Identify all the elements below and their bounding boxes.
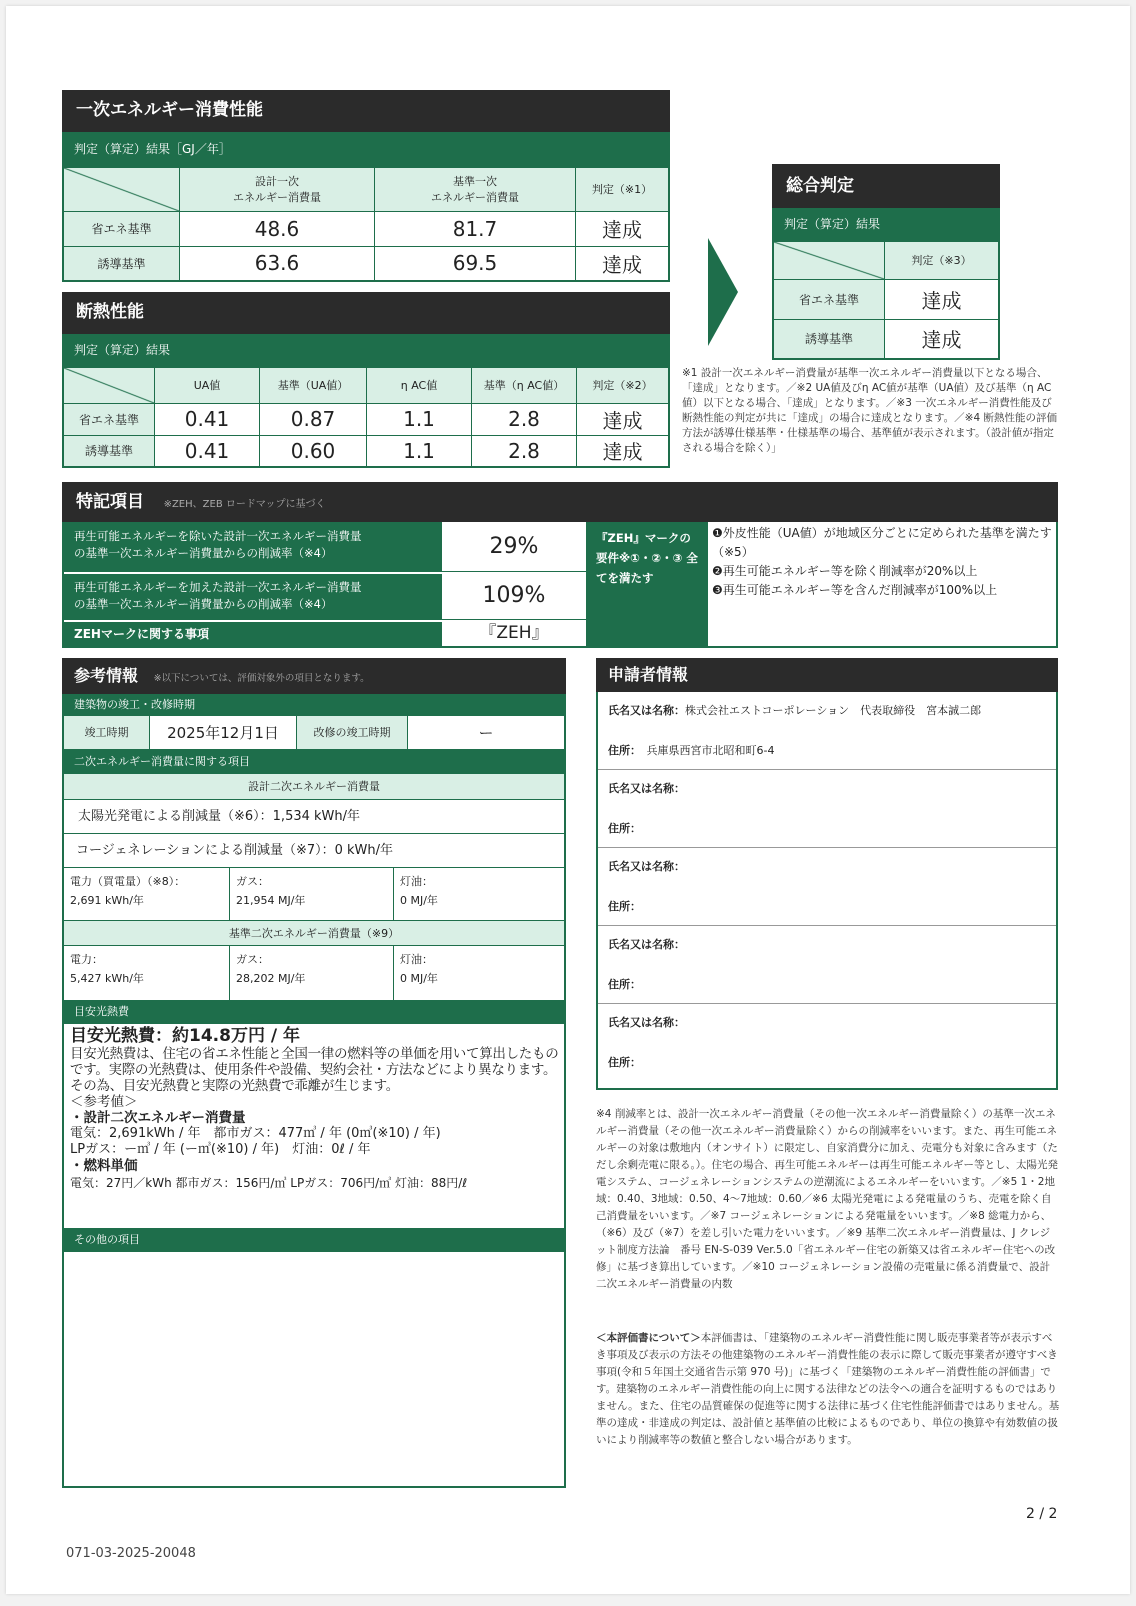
design-kerosene xyxy=(394,868,564,920)
applicant-name-row xyxy=(608,780,685,796)
name-label: 氏名又は名称： xyxy=(608,782,685,795)
solar-reduction: 太陽光発電による削減量（※6）：1,534 kWh/年 xyxy=(64,800,564,834)
cell-value: 0 MJ/年 xyxy=(400,894,438,907)
cost-section xyxy=(70,1026,560,1192)
ref-design-line: 電気：2,691kWh / 年 都市ガス：477㎥ / 年 (0㎥(※10) / 年) xyxy=(70,1126,441,1141)
primary-title: 一次エネルギー消費性能 xyxy=(62,90,670,132)
cost-title: 目安光熱費 xyxy=(64,1000,564,1024)
ref-fuel-heading: ・燃料単価 xyxy=(70,1158,138,1174)
primary-base-value: 69.5 xyxy=(375,246,576,281)
applicant-name: 株式会社エストコーポレーション 代表取締役 宮本誠二郎 xyxy=(685,704,982,717)
address-label: 住所： xyxy=(608,822,641,835)
eta-base-value: 2.8 xyxy=(472,435,577,467)
eta-base-value: 2.8 xyxy=(472,403,577,435)
applicant-entry xyxy=(598,692,1056,770)
applicant-name-row xyxy=(608,936,685,952)
base-electricity xyxy=(64,946,230,1000)
completion-value: 2025年12月1日 xyxy=(150,716,296,750)
page-number: 2 / 2 xyxy=(1026,1506,1058,1522)
applicant-name-row xyxy=(608,1014,685,1030)
cell-label: ガス： xyxy=(236,953,269,966)
applicant-address: 兵庫県西宮市北昭和町6-4 xyxy=(646,744,775,757)
reference-box xyxy=(62,694,566,1488)
primary-header-base: 基準一次 エネルギー消費量 xyxy=(375,167,576,211)
overall-row-label: 省エネ基準 xyxy=(773,279,885,319)
address-label: 住所： xyxy=(608,744,636,757)
special-row-label: ZEHマークに関する事項 xyxy=(64,622,442,646)
cell-value: 2,691 kWh/年 xyxy=(70,894,144,907)
overall-header: 判定（※3） xyxy=(885,241,1000,279)
address-label: 住所： xyxy=(608,1056,641,1069)
zeh-requirement-item: ❸再生可能エネルギー等を含んだ削減率が100%以上 xyxy=(712,583,998,597)
ua-base-value: 0.60 xyxy=(260,435,367,467)
special-row-label: 再生可能エネルギーを除いた設計一次エネルギー消費量 の基準一次エネルギー消費量からの削減率（※4） xyxy=(64,522,442,572)
address-label: 住所： xyxy=(608,978,641,991)
cell-label: 電力（買電量）（※8）： xyxy=(70,875,186,888)
applicant-address-row xyxy=(608,820,641,836)
overall-result: 達成 xyxy=(885,319,1000,359)
cell-label: ガス： xyxy=(236,875,269,888)
eta-value: 1.1 xyxy=(367,435,472,467)
name-label: 氏名又は名称： xyxy=(608,860,685,873)
overall-table xyxy=(772,240,1000,360)
applicant-entry xyxy=(598,848,1056,926)
overall-corner xyxy=(773,241,885,279)
special-row-label: 再生可能エネルギーを加えた設計一次エネルギー消費量 の基準一次エネルギー消費量からの削減率（※4） xyxy=(64,574,442,620)
insulation-header: 判定（※2） xyxy=(577,367,670,403)
applicant-name-row xyxy=(608,858,685,874)
insulation-header: 基準（η AC値） xyxy=(472,367,577,403)
zeh-requirement-item: ❷再生可能エネルギー等を除く削減率が20%以上 xyxy=(712,564,978,578)
special-box xyxy=(62,522,1058,648)
ua-base-value: 0.87 xyxy=(260,403,367,435)
ref-design-line: LPガス：ー㎥ / 年 (ー㎥(※10) / 年) 灯油：0ℓ / 年 xyxy=(70,1142,371,1157)
base-gas xyxy=(230,946,394,1000)
name-label: 氏名又は名称： xyxy=(608,1016,685,1029)
base-secondary-title: 基準二次エネルギー消費量（※9） xyxy=(64,920,564,946)
base-kerosene xyxy=(394,946,564,1000)
insulation-header: 基準（UA値） xyxy=(260,367,367,403)
cost-heading: 目安光熱費：約14.8万円 / 年 xyxy=(70,1026,300,1046)
insulation-header: UA値 xyxy=(155,367,260,403)
special-title-note: ※ZEH、ZEB ロードマップに基づく xyxy=(163,499,326,510)
primary-row-label: 誘導基準 xyxy=(63,246,180,281)
other-title: その他の項目 xyxy=(64,1228,564,1252)
overall-row-label: 誘導基準 xyxy=(773,319,885,359)
applicant-entry xyxy=(598,770,1056,848)
renovation-value: ー xyxy=(408,716,564,750)
overall-title: 総合判定 xyxy=(772,164,1000,208)
insulation-subtitle: 判定（算定）結果 xyxy=(62,334,670,366)
zeh-requirements xyxy=(712,524,1056,600)
completion-title: 建築物の竣工・改修時期 xyxy=(64,694,564,716)
design-secondary-title: 設計二次エネルギー消費量 xyxy=(64,774,564,800)
primary-design-value: 48.6 xyxy=(180,211,375,246)
primary-header-result: 判定（※1） xyxy=(576,167,670,211)
cell-value: 21,954 MJ/年 xyxy=(236,894,306,907)
note-bottom: ※4 削減率とは、設計一次エネルギー消費量（その他一次エネルギー消費量除く）の基準一次エネルギー消費量（その他一次エネルギー消費量除く）からの削減率をいいます。また、再生可能エネルギーの対象は敷地内（オンサイト）に限定し、自家消費分に加え、売電分も対象に含みます（ただし余剰売電に限る。）。住宅の場合、再生可能エネルギーは再生可能エネルギー等とし、太陽光発電システム、コージェネレーションシステムの逆潮流によるエネルギーをいいます。／※5 1・2地域：0.40、3地域：0.50、4～7地域：0.60／※6 太陽光発電による発電量のうち、売電を除く自己消費量をいいます。／※7 コージェネレーションによる発電量をいいます。／※8 総電力から、（※6）及び（※7）を差し引いた電力をいいます。／※9 基準二次エネルギー消費量は、J クレジット制度方法論 番号 EN-S-039 Ver.5.0「省エネルギー住宅の新築又は省エネルギー住宅への改修」に基づき算出しています。／※10 コージェネレーション設備の売電量に係る消費量で、設計二次エネルギー消費量の内数 xyxy=(596,1108,1058,1290)
applicant-title: 申請者情報 xyxy=(596,658,1058,692)
page xyxy=(6,6,1130,1594)
reference-title: 参考情報 xyxy=(74,666,139,685)
special-row-value: 『ZEH』 xyxy=(479,623,549,643)
applicant-address-row xyxy=(608,742,774,758)
primary-table xyxy=(62,166,670,282)
design-electricity xyxy=(64,868,230,920)
applicant-entry xyxy=(598,926,1056,1004)
applicant-name-row xyxy=(608,702,981,718)
arrow-right-icon xyxy=(708,238,744,346)
reference-header xyxy=(62,658,566,694)
address-label: 住所： xyxy=(608,900,641,913)
ua-value: 0.41 xyxy=(155,403,260,435)
completion-label: 竣工時期 xyxy=(64,716,150,750)
primary-row-label: 省エネ基準 xyxy=(63,211,180,246)
about-label: ＜本評価書について＞ xyxy=(596,1332,701,1344)
ua-value: 0.41 xyxy=(155,435,260,467)
applicant-entry xyxy=(598,1004,1056,1084)
cell-value: 5,427 kWh/年 xyxy=(70,972,144,985)
about-text: 本評価書は、「建築物のエネルギー消費性能に関し販売事業者等が表示すべき事項及び表示の方法その他建築物のエネルギー消費性能の表示に際して販売事業者が遵守すべき事項(令和５年国土交通省告示第 970 号)」に基づく「建築物のエネルギー消費性能の評価書」です。建築物のエネルギー消費性能の向上に関する法律などの法令への適合を証明するものではありません。また、住宅の品質確保の促進等に関する法律に基づく住宅性能評価書ではありません。基準の達成・非達成の判定は、設計値と基準値の比較によるものであり、単位の換算や有効数値の扱いにより削減率等の数値と整合しない場合があります。 xyxy=(596,1332,1060,1446)
note-top: ※1 設計一次エネルギー消費量が基準一次エネルギー消費量以下となる場合、「達成」となります。／※2 UA値及びη AC値が基準（UA値）及び基準（η AC値）以下となる場合、「達成」となります。／※3 一次エネルギー消費性能及び断熱性能の判定が共に「達成」の場合に達成となります。／※4 断熱性能の評価方法が誘導仕様基準・仕様基準の場合、基準値が表示されます。（設計値が指定される場合を除く）」 xyxy=(682,367,1057,454)
primary-corner xyxy=(63,167,180,211)
insulation-table xyxy=(62,366,670,468)
eta-value: 1.1 xyxy=(367,403,472,435)
insulation-corner xyxy=(63,367,155,403)
doc-code: 071-03-2025-20048 xyxy=(66,1546,196,1561)
primary-result: 達成 xyxy=(576,246,670,281)
reference-title-note: ※以下については、評価対象外の項目となります。 xyxy=(153,673,370,684)
overall-result: 達成 xyxy=(885,279,1000,319)
special-title: 特記項目 xyxy=(76,492,144,512)
primary-header-design: 設計一次 エネルギー消費量 xyxy=(180,167,375,211)
ref-label: ＜参考値＞ xyxy=(70,1094,138,1110)
insulation-row-label: 誘導基準 xyxy=(63,435,155,467)
insulation-result: 達成 xyxy=(577,403,670,435)
special-row-value: 109% xyxy=(442,572,586,620)
primary-result: 達成 xyxy=(576,211,670,246)
zeh-requirement-item: ❶外皮性能（UA値）が地域区分ごとに定められた基準を満たす（※5） xyxy=(712,526,1052,559)
applicant-address-row xyxy=(608,976,641,992)
cell-value: 28,202 MJ/年 xyxy=(236,972,306,985)
primary-subtitle: 判定（算定）結果［GJ／年］ xyxy=(62,132,670,166)
ref-fuel-line: 電気：27円／kWh 都市ガス：156円/㎥ LPガス：706円/㎥ 灯油：88円/ℓ xyxy=(70,1176,468,1190)
cost-text: 目安光熱費は、住宅の省エネ性能と全国一律の燃料等の単価を用いて算出したものです。実際の光熱費は、使用条件や設備、契約会社・方法などにより異なります。その為、目安光熱費と実際の光熱費で乖離が生じます。 xyxy=(70,1046,559,1094)
primary-design-value: 63.6 xyxy=(180,246,375,281)
cell-label: 電力： xyxy=(70,953,103,966)
cell-label: 灯油： xyxy=(400,953,433,966)
insulation-title: 断熱性能 xyxy=(62,292,670,334)
applicant-box xyxy=(596,692,1058,1090)
insulation-row-label: 省エネ基準 xyxy=(63,403,155,435)
applicant-address-row xyxy=(608,1054,641,1070)
cogen-reduction: コージェネレーションによる削減量（※7）：0 kWh/年 xyxy=(64,834,564,868)
name-label: 氏名又は名称： xyxy=(608,938,685,951)
ref-design-heading: ・設計二次エネルギー消費量 xyxy=(70,1110,246,1126)
name-label: 氏名又は名称： xyxy=(608,704,685,717)
renovation-label: 改修の竣工時期 xyxy=(296,716,408,750)
insulation-result: 達成 xyxy=(577,435,670,467)
secondary-title: 二次エネルギー消費量に関する項目 xyxy=(64,750,564,774)
zeh-requirement-label: 『ZEH』マークの要件※①・②・③ 全てを満たす xyxy=(586,522,708,646)
special-header xyxy=(62,482,1058,522)
overall-subtitle: 判定（算定）結果 xyxy=(772,208,1000,240)
applicant-address-row xyxy=(608,898,641,914)
about-note xyxy=(596,1330,1060,1449)
design-gas xyxy=(230,868,394,920)
primary-base-value: 81.7 xyxy=(375,211,576,246)
special-row-value: 29% xyxy=(442,522,586,572)
cell-label: 灯油： xyxy=(400,875,433,888)
insulation-header: η AC値 xyxy=(367,367,472,403)
cell-value: 0 MJ/年 xyxy=(400,972,438,985)
